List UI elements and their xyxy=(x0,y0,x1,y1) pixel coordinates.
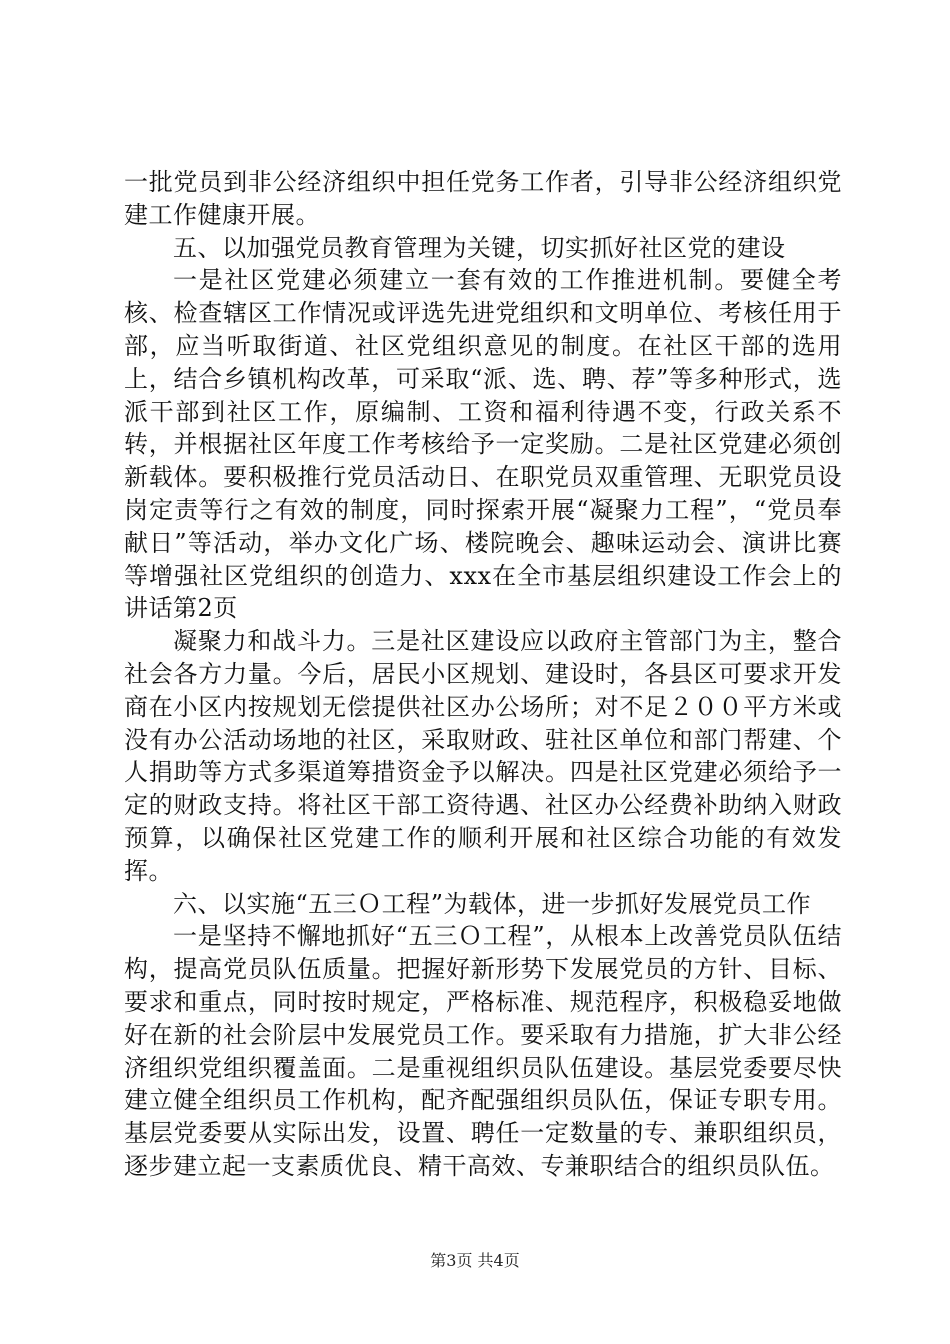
paragraph-community-party-building: 一是社区党建必须建立一套有效的工作推进机制。要健全考核、检查辖区工作情况或评选先进党组织和文明单位、考核任用于部，应当听取街道、社区党组织意见的制度。在社区干部的选用上，结合乡镇机构改革，可采取“派、选、聘、荐”等多种形式，选派干部到社区工作，原编制、工资和福利待遇不变，行政关系不转，并根据社区年度工作考核给予一定奖励。二是社区党建必须创新载体。要积极推行党员活动日、在职党员双重管理、无职党员设岗定责等行之有效的制度，同时探索开展“凝聚力工程”，“党员奉献日”等活动，举办文化广场、楼院晚会、趣味运动会、演讲比赛等增强社区党组织的创造力、xxx在全市基层组织建设工作会上的讲话第2页 xyxy=(124,266,842,623)
paragraph-continuation: 一批党员到非公经济组织中担任党务工作者，引导非公经济组织党建工作健康开展。 xyxy=(124,168,842,229)
section-heading-5: 五、以加强党员教育管理为关键，切实抓好社区党的建设 xyxy=(173,233,786,262)
paragraph-cohesion-and-funding: 凝聚力和战斗力。三是社区建设应以政府主管部门为主，整合社会各方力量。今后，居民小区规划、建设时，各县区可要求开发商在小区内按规划无偿提供社区办公场所；对不足２００平方米或没有办公活动场地的社区，采取财政、驻社区单位和部门帮建、个人捐助等方式多渠道筹措资金予以解决。四是社区党建必须给予一定的财政支持。将社区干部工资待遇、社区办公经费补助纳入财政预算，以确保社区党建工作的顺利开展和社区综合功能的有效发挥。 xyxy=(124,627,842,885)
page-number-footer: 第3页 共4页 xyxy=(430,1251,520,1270)
document-body xyxy=(124,166,842,1183)
paragraph-member-development: 一是坚持不懈地抓好“五三Ｏ工程”，从根本上改善党员队伍结构，提高党员队伍质量。把握好新形势下发展党员的方针、目标、要求和重点，同时按时规定，严格标准、规范程序，积极稳妥地做好在新的社会阶层中发展党员工作。要采取有力措施，扩大非公经济组织党组织覆盖面。二是重视组织员队伍建设。基层党委要尽快建立健全组织员工作机构，配齐配强组织员队伍，保证专职专用。基层党委要从实际出发，设置、聘任一定数量的专、兼职组织员，逐步建立起一支素质优良、精干高效、专兼职结合的组织员队伍。 xyxy=(124,922,842,1180)
section-heading-6: 六、以实施“五三Ｏ工程”为载体，进一步抓好发展党员工作 xyxy=(173,889,812,918)
